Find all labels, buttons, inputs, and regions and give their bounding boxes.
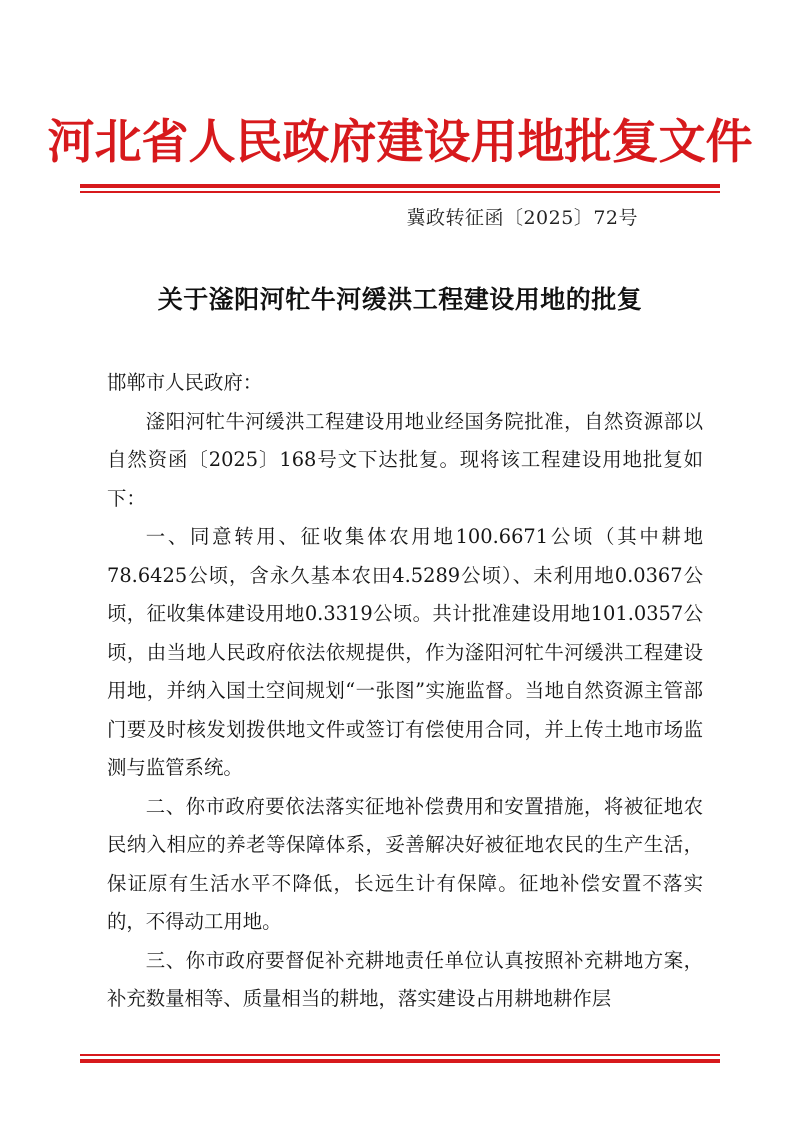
header-rule-thick bbox=[80, 184, 720, 188]
paragraph-item-2: 二、你市政府要依法落实征地补偿费用和安置措施，将被征地农民纳入相应的养老等保障体系，妥善解决好被征地农民的生产生活，保证原有生活水平不降低，长远生计有保障。征地补偿安置不落实的，不得动工用地。 bbox=[107, 794, 703, 933]
header-title: 河北省人民政府建设用地批复文件 bbox=[47, 115, 753, 170]
addressee: 邯郸市人民政府： bbox=[107, 371, 263, 394]
paragraph-item-3: 三、你市政府要督促补充耕地责任单位认真按照补充耕地方案，补充数量相等、质量相当的耕地，落实建设占用耕地耕作层 bbox=[107, 948, 703, 1010]
document-body bbox=[107, 364, 703, 1019]
footer-rule-thin bbox=[80, 1054, 720, 1056]
paragraph-item-1: 一、同意转用、征收集体农用地100.6671公顷（其中耕地78.6425公顷，含永久基本农田4.5289公顷）、未利用地0.0367公顷，征收集体建设用地0.3319公顷。共计批准建设用地101.0357公顷，由当地人民政府依法依规提供，作为滏阳河牤牛河缓洪工程建设用地，并纳入国土空间规划“一张图”实施监督。当地自然资源主管部门要及时核发划拨供地文件或签订有偿使用合同，并上传土地市场监测与监管系统。 bbox=[107, 525, 703, 779]
document-number: 冀政转征函〔2025〕72号 bbox=[406, 207, 638, 229]
paragraph-intro: 滏阳河牤牛河缓洪工程建设用地业经国务院批准，自然资源部以自然资函〔2025〕168号文下达批复。现将该工程建设用地批复如下： bbox=[107, 409, 703, 510]
header-rule-thin bbox=[80, 191, 720, 193]
footer-rule-thick bbox=[80, 1059, 720, 1063]
document-subject: 关于滏阳河牤牛河缓洪工程建设用地的批复 bbox=[157, 285, 643, 314]
